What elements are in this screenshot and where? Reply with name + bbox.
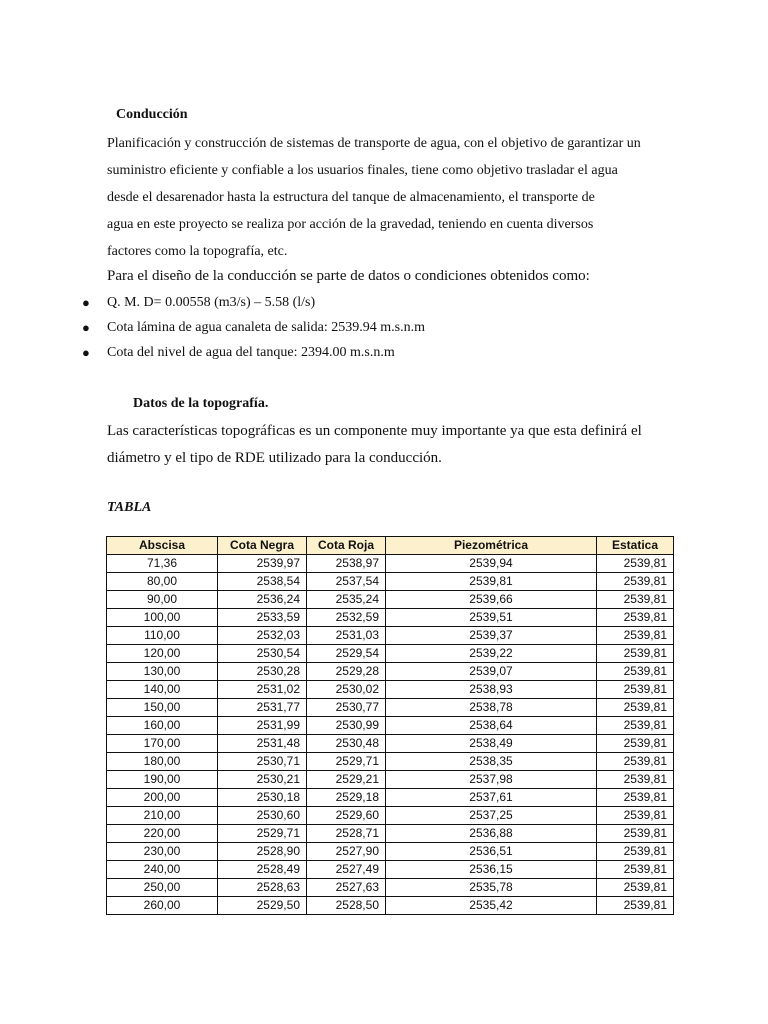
piezometrica-cell: 2538,93	[386, 681, 597, 699]
estatica-cell: 2539,81	[597, 861, 674, 879]
table-row	[107, 573, 674, 591]
bullet-icon: ●	[82, 295, 90, 310]
cota-negra-cell: 2530,28	[218, 663, 307, 681]
paragraph-line: suministro eficiente y confiable a los usuarios finales, tiene como objetivo trasladar el agua	[107, 163, 618, 178]
table-row	[107, 699, 674, 717]
topografia-paragraph	[107, 418, 667, 472]
list-item-text: Cota del nivel de agua del tanque: 2394.00 m.s.n.m	[107, 345, 395, 360]
section-heading-conduccion: Conducción	[116, 107, 188, 122]
list-item-text: Q. M. D= 0.00558 (m3/s) – 5.58 (l/s)	[107, 295, 316, 310]
bullet-icon: ●	[82, 345, 90, 360]
piezometrica-cell: 2539,22	[386, 645, 597, 663]
table-row	[107, 789, 674, 807]
cota-negra-cell: 2529,50	[218, 897, 307, 915]
table-row	[107, 681, 674, 699]
cota-roja-cell: 2529,60	[307, 807, 386, 825]
piezometrica-cell: 2536,88	[386, 825, 597, 843]
piezometrica-cell: 2538,35	[386, 753, 597, 771]
abscisa-cell: 150,00	[107, 699, 218, 717]
abscisa-cell: 240,00	[107, 861, 218, 879]
abscisa-cell: 71,36	[107, 555, 218, 573]
estatica-cell: 2539,81	[597, 681, 674, 699]
cota-negra-cell: 2538,54	[218, 573, 307, 591]
table-row	[107, 807, 674, 825]
estatica-cell: 2539,81	[597, 591, 674, 609]
table-row	[107, 555, 674, 573]
cota-negra-cell: 2528,90	[218, 843, 307, 861]
table-body	[107, 555, 674, 915]
list-item-text: Cota lámina de agua canaleta de salida: 2539.94 m.s.n.m	[107, 320, 426, 335]
piezometrica-cell: 2539,51	[386, 609, 597, 627]
piezometrica-cell: 2535,78	[386, 879, 597, 897]
cota-roja-cell: 2527,63	[307, 879, 386, 897]
cota-roja-cell: 2538,97	[307, 555, 386, 573]
abscisa-cell: 250,00	[107, 879, 218, 897]
cota-negra-cell: 2531,02	[218, 681, 307, 699]
abscisa-cell: 170,00	[107, 735, 218, 753]
table-caption: TABLA	[107, 500, 152, 515]
table-row	[107, 771, 674, 789]
piezometrica-cell: 2537,25	[386, 807, 597, 825]
abscisa-cell: 220,00	[107, 825, 218, 843]
paragraph-line: agua en este proyecto se realiza por acción de la gravedad, teniendo en cuenta diversos	[107, 217, 594, 232]
estatica-cell: 2539,81	[597, 699, 674, 717]
cota-negra-cell: 2533,59	[218, 609, 307, 627]
abscisa-cell: 160,00	[107, 717, 218, 735]
design-intro-text: Para el diseño de la conducción se parte de datos o condiciones obtenidos como:	[107, 268, 590, 284]
piezometrica-cell: 2537,98	[386, 771, 597, 789]
topography-table	[106, 536, 674, 915]
table-row	[107, 861, 674, 879]
abscisa-cell: 190,00	[107, 771, 218, 789]
cota-negra-cell: 2528,63	[218, 879, 307, 897]
cota-roja-cell: 2528,50	[307, 897, 386, 915]
estatica-cell: 2539,81	[597, 645, 674, 663]
table-row	[107, 843, 674, 861]
cota-negra-cell: 2531,48	[218, 735, 307, 753]
table-row	[107, 735, 674, 753]
table-row	[107, 753, 674, 771]
abscisa-cell: 100,00	[107, 609, 218, 627]
cota-roja-cell: 2530,99	[307, 717, 386, 735]
header-cota-negra: Cota Negra	[218, 537, 307, 555]
cota-roja-cell: 2529,71	[307, 753, 386, 771]
cota-negra-cell: 2532,03	[218, 627, 307, 645]
piezometrica-cell: 2538,64	[386, 717, 597, 735]
table-header-row	[107, 537, 674, 555]
estatica-cell: 2539,81	[597, 717, 674, 735]
estatica-cell: 2539,81	[597, 627, 674, 645]
estatica-cell: 2539,81	[597, 573, 674, 591]
cota-roja-cell: 2531,03	[307, 627, 386, 645]
cota-roja-cell: 2529,18	[307, 789, 386, 807]
header-cota-roja: Cota Roja	[307, 537, 386, 555]
estatica-cell: 2539,81	[597, 753, 674, 771]
table-row	[107, 897, 674, 915]
paragraph-line: Planificación y construcción de sistemas de transporte de agua, con el objetivo de garantizar un	[107, 136, 641, 151]
piezometrica-cell: 2539,66	[386, 591, 597, 609]
cota-negra-cell: 2531,99	[218, 717, 307, 735]
piezometrica-cell: 2536,15	[386, 861, 597, 879]
piezometrica-cell: 2536,51	[386, 843, 597, 861]
abscisa-cell: 200,00	[107, 789, 218, 807]
cota-roja-cell: 2529,54	[307, 645, 386, 663]
abscisa-cell: 90,00	[107, 591, 218, 609]
cota-negra-cell: 2530,54	[218, 645, 307, 663]
cota-negra-cell: 2528,49	[218, 861, 307, 879]
estatica-cell: 2539,81	[597, 771, 674, 789]
estatica-cell: 2539,81	[597, 789, 674, 807]
abscisa-cell: 180,00	[107, 753, 218, 771]
estatica-cell: 2539,81	[597, 843, 674, 861]
table-row	[107, 609, 674, 627]
header-abscisa: Abscisa	[107, 537, 218, 555]
table-row	[107, 591, 674, 609]
paragraph-line: desde el desarenador hasta la estructura del tanque de almacenamiento, el transporte de	[107, 190, 595, 205]
table-row	[107, 717, 674, 735]
cota-negra-cell: 2530,60	[218, 807, 307, 825]
cota-negra-cell: 2536,24	[218, 591, 307, 609]
header-piezometrica: Piezométrica	[386, 537, 597, 555]
table-row	[107, 627, 674, 645]
cota-roja-cell: 2529,28	[307, 663, 386, 681]
estatica-cell: 2539,81	[597, 825, 674, 843]
piezometrica-cell: 2538,49	[386, 735, 597, 753]
estatica-cell: 2539,81	[597, 609, 674, 627]
cota-roja-cell: 2532,59	[307, 609, 386, 627]
piezometrica-cell: 2538,78	[386, 699, 597, 717]
abscisa-cell: 120,00	[107, 645, 218, 663]
cota-negra-cell: 2539,97	[218, 555, 307, 573]
paragraph-line: diámetro y el tipo de RDE utilizado para la conducción.	[107, 450, 442, 466]
piezometrica-cell: 2539,94	[386, 555, 597, 573]
paragraph-line: factores como la topografía, etc.	[107, 244, 288, 259]
table-row	[107, 879, 674, 897]
cota-negra-cell: 2531,77	[218, 699, 307, 717]
cota-roja-cell: 2530,48	[307, 735, 386, 753]
piezometrica-cell: 2539,07	[386, 663, 597, 681]
estatica-cell: 2539,81	[597, 897, 674, 915]
estatica-cell: 2539,81	[597, 879, 674, 897]
conduccion-paragraph	[107, 130, 667, 265]
cota-negra-cell: 2529,71	[218, 825, 307, 843]
cota-negra-cell: 2530,71	[218, 753, 307, 771]
cota-negra-cell: 2530,18	[218, 789, 307, 807]
cota-roja-cell: 2527,90	[307, 843, 386, 861]
estatica-cell: 2539,81	[597, 735, 674, 753]
section-heading-topografia: Datos de la topografía.	[133, 396, 269, 411]
piezometrica-cell: 2539,37	[386, 627, 597, 645]
cota-roja-cell: 2535,24	[307, 591, 386, 609]
paragraph-line: Las características topográficas es un componente muy importante ya que esta definirá el	[107, 423, 642, 439]
header-estatica: Estatica	[597, 537, 674, 555]
piezometrica-cell: 2537,61	[386, 789, 597, 807]
estatica-cell: 2539,81	[597, 807, 674, 825]
abscisa-cell: 80,00	[107, 573, 218, 591]
piezometrica-cell: 2539,81	[386, 573, 597, 591]
abscisa-cell: 130,00	[107, 663, 218, 681]
abscisa-cell: 260,00	[107, 897, 218, 915]
abscisa-cell: 210,00	[107, 807, 218, 825]
table-row	[107, 825, 674, 843]
estatica-cell: 2539,81	[597, 663, 674, 681]
abscisa-cell: 140,00	[107, 681, 218, 699]
cota-roja-cell: 2527,49	[307, 861, 386, 879]
cota-roja-cell: 2530,77	[307, 699, 386, 717]
piezometrica-cell: 2535,42	[386, 897, 597, 915]
cota-roja-cell: 2537,54	[307, 573, 386, 591]
bullet-icon: ●	[82, 320, 90, 335]
estatica-cell: 2539,81	[597, 555, 674, 573]
cota-roja-cell: 2530,02	[307, 681, 386, 699]
abscisa-cell: 110,00	[107, 627, 218, 645]
cota-negra-cell: 2530,21	[218, 771, 307, 789]
cota-roja-cell: 2528,71	[307, 825, 386, 843]
cota-roja-cell: 2529,21	[307, 771, 386, 789]
abscisa-cell: 230,00	[107, 843, 218, 861]
table-row	[107, 645, 674, 663]
table-row	[107, 663, 674, 681]
